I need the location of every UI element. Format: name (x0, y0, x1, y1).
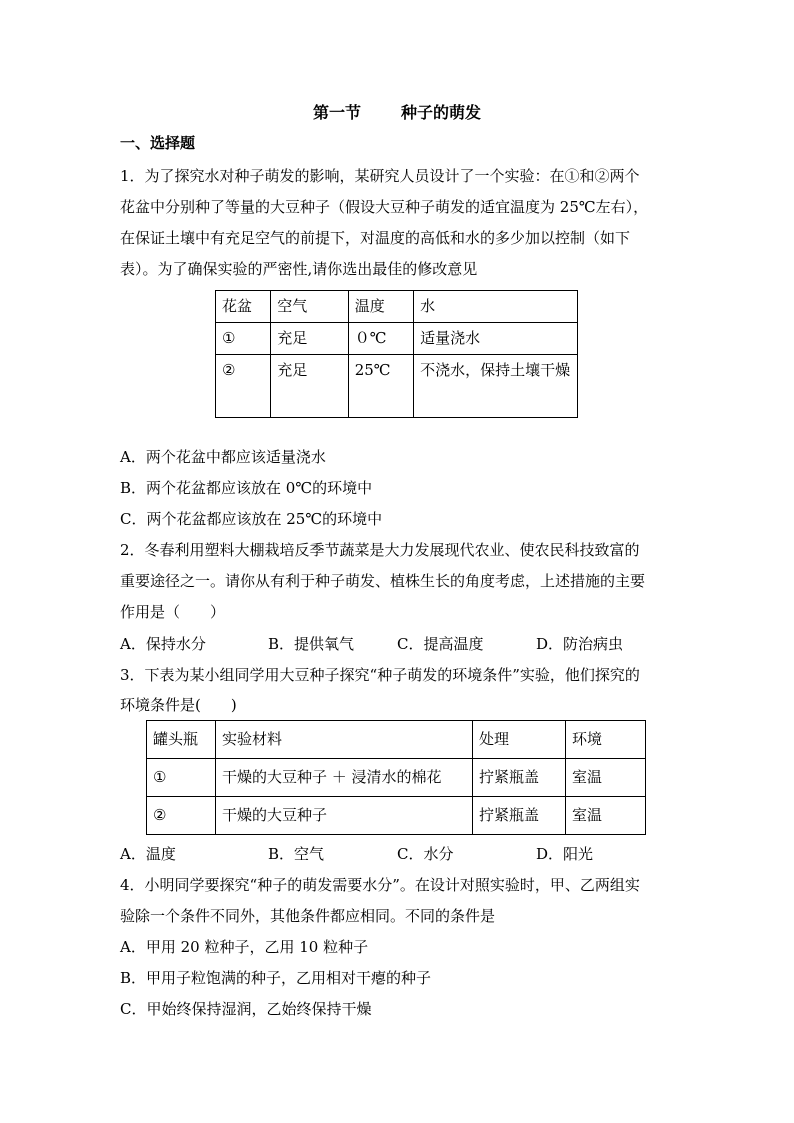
table-cell: ① (147, 759, 216, 797)
q3-line-2: 环境条件是( ) (120, 696, 237, 714)
table-header-cell: 环境 (566, 721, 646, 759)
q3-option-a[interactable]: A．温度 (120, 845, 176, 863)
q2-line-3: 作用是（ ） (120, 603, 226, 621)
q3-line-1: 3．下表为某小组同学用大豆种子探究“种子萌发的环境条件”实验，他们探究的 (120, 666, 640, 684)
q2-line-2: 重要途径之一。请你从有利于种子萌发、植株生长的角度考虑，上述措施的主要 (120, 572, 646, 590)
q1-option-c[interactable]: C．两个花盆都应该放在 25℃的环境中 (120, 510, 383, 528)
table-row (216, 355, 578, 418)
table-cell: 25℃ (348, 355, 413, 418)
q1-line-4: 表）。为了确保实验的严密性,请你选出最佳的修改意见 (120, 260, 478, 278)
q1-line-3: 在保证土壤中有充足空气的前提下，对温度的高低和水的多少加以控制（如下 (120, 229, 631, 247)
table-cell: 充足 (271, 355, 348, 418)
q2-option-b[interactable]: B．提供氧气 (268, 635, 355, 653)
q4-option-a[interactable]: A．甲用 20 粒种子，乙用 10 粒种子 (120, 938, 369, 956)
table-cell: ① (216, 323, 271, 355)
title-text: 种子的萌发 (401, 103, 482, 122)
table-cell: 拧紧瓶盖 (473, 759, 566, 797)
table-cell: 拧紧瓶盖 (473, 797, 566, 835)
section-heading: 一、选择题 (120, 134, 196, 152)
table-cell: 充足 (271, 323, 348, 355)
table-cell: 室温 (566, 797, 646, 835)
table-row (216, 323, 578, 355)
q3-option-d[interactable]: D．阳光 (536, 845, 594, 863)
table-cell: ② (147, 797, 216, 835)
table-header-cell: 处理 (473, 721, 566, 759)
table-cell: ② (216, 355, 271, 418)
table-cell: 适量浇水 (414, 323, 578, 355)
q3-option-c[interactable]: C．水分 (397, 845, 454, 863)
q4-line-2: 验除一个条件不同外，其他条件都应相同。不同的条件是 (120, 907, 496, 925)
q4-line-1: 4．小明同学要探究“种子的萌发需要水分”。在设计对照实验时，甲、乙两组实 (120, 876, 640, 894)
table-header-row (147, 721, 646, 759)
page-title (0, 100, 794, 123)
table-header-cell: 温度 (348, 291, 413, 323)
q1-option-a[interactable]: A．两个花盆中都应该适量浇水 (120, 448, 326, 466)
table-cell: 不浇水，保持土壤干燥 (414, 355, 578, 418)
q2-option-d[interactable]: D．防治病虫 (536, 635, 624, 653)
q2-option-c[interactable]: C．提高温度 (397, 635, 484, 653)
q1-option-b[interactable]: B．两个花盆都应该放在 0℃的环境中 (120, 479, 373, 497)
q4-option-b[interactable]: B．甲用子粒饱满的种子，乙用相对干瘪的种子 (120, 969, 432, 987)
q4-option-c[interactable]: C．甲始终保持湿润，乙始终保持干燥 (120, 1000, 372, 1018)
q1-line-1: 1．为了探究水对种子萌发的影响，某研究人员设计了一个实验：在①和②两个 (120, 167, 640, 185)
table-header-cell: 水 (414, 291, 578, 323)
table-header-cell: 花盆 (216, 291, 271, 323)
q1-line-2: 花盆中分别种了等量的大豆种子（假设大豆种子萌发的适宜温度为 25℃左右）， (120, 198, 649, 216)
table-row (147, 759, 646, 797)
q3-table (146, 720, 646, 835)
q1-table (215, 290, 578, 418)
table-cell: 干燥的大豆种子 (216, 797, 473, 835)
table-cell: 室温 (566, 759, 646, 797)
table-cell: ０℃ (348, 323, 413, 355)
table-cell: 干燥的大豆种子 ＋ 浸清水的棉花 (216, 759, 473, 797)
q2-line-1: 2．冬春利用塑料大棚栽培反季节蔬菜是大力发展现代农业、使农民科技致富的 (120, 541, 640, 559)
q2-option-a[interactable]: A．保持水分 (120, 635, 206, 653)
table-row (147, 797, 646, 835)
q3-option-b[interactable]: B．空气 (268, 845, 325, 863)
title-section-number: 第一节 (312, 103, 361, 122)
table-header-cell: 实验材料 (216, 721, 473, 759)
table-header-row (216, 291, 578, 323)
table-header-cell: 空气 (271, 291, 348, 323)
table-header-cell: 罐头瓶 (147, 721, 216, 759)
